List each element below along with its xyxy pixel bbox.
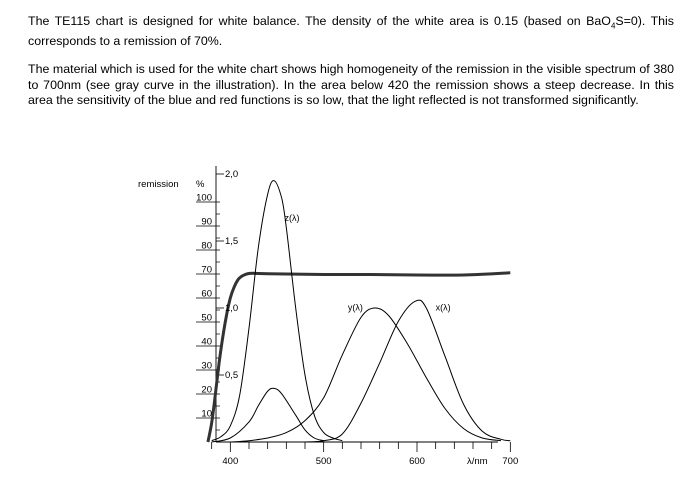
- y-right-tick-label: 1,5: [225, 236, 239, 247]
- y-right-tick-label: 2,0: [225, 169, 239, 180]
- series-x-blue-lobe-line: [212, 388, 324, 442]
- x-tick-label: 400: [222, 456, 239, 467]
- y-left-tick-label: 100: [196, 192, 212, 204]
- y-left-tick-label: 40: [201, 336, 212, 348]
- y-left-tick-label: 30: [201, 360, 212, 372]
- y-left-tick-label: 90: [201, 216, 212, 228]
- annotation-y-label: y(λ): [347, 302, 363, 313]
- annotation-x-label: x(λ): [435, 302, 451, 313]
- y-left-tick-label: 20: [201, 384, 212, 396]
- intro-text-b: S=0). This corresponds to a remission of 70%.: [28, 14, 674, 48]
- y-left-tick-label: 50: [201, 312, 212, 324]
- x-tick-label: 600: [409, 456, 425, 467]
- y-right-tick-label: 1,0: [225, 303, 239, 314]
- chart-labels: [138, 169, 518, 467]
- x-tick-label: 500: [315, 456, 332, 467]
- chart-ticks: [196, 174, 510, 452]
- y-left-tick-label: 70: [201, 264, 212, 276]
- series-remission-line: [208, 273, 510, 442]
- y-left-tick-label: 60: [201, 288, 212, 300]
- series-y--line: [230, 308, 501, 442]
- y-axis-unit-label: %: [196, 179, 205, 190]
- y-right-tick-label: 0,5: [225, 370, 239, 381]
- intro-subscript: 4: [610, 21, 616, 31]
- y-left-tick-label: 80: [201, 240, 212, 252]
- annotation-z-label: z(λ): [284, 212, 300, 223]
- intro-text-a: The TE115 chart is designed for white balance. The density of the white area is 0.15 (based on BaO: [28, 14, 611, 28]
- x-tick-label: 700: [502, 456, 519, 467]
- y-axis-label: remission: [138, 179, 179, 190]
- description-paragraph: The material which is used for the white chart shows high homogeneity of the remission in the visible spectrum of 380 to 700nm (see gray curve in the illustration). In the area below 420 the remission shows a steep decrease. In this area the sensitivity of the blue and red functions is so low, that the light reflected is not transformed significantly.: [28, 62, 674, 107]
- x-axis-label: λ/nm: [467, 456, 488, 467]
- y-left-tick-label: 10: [201, 408, 212, 420]
